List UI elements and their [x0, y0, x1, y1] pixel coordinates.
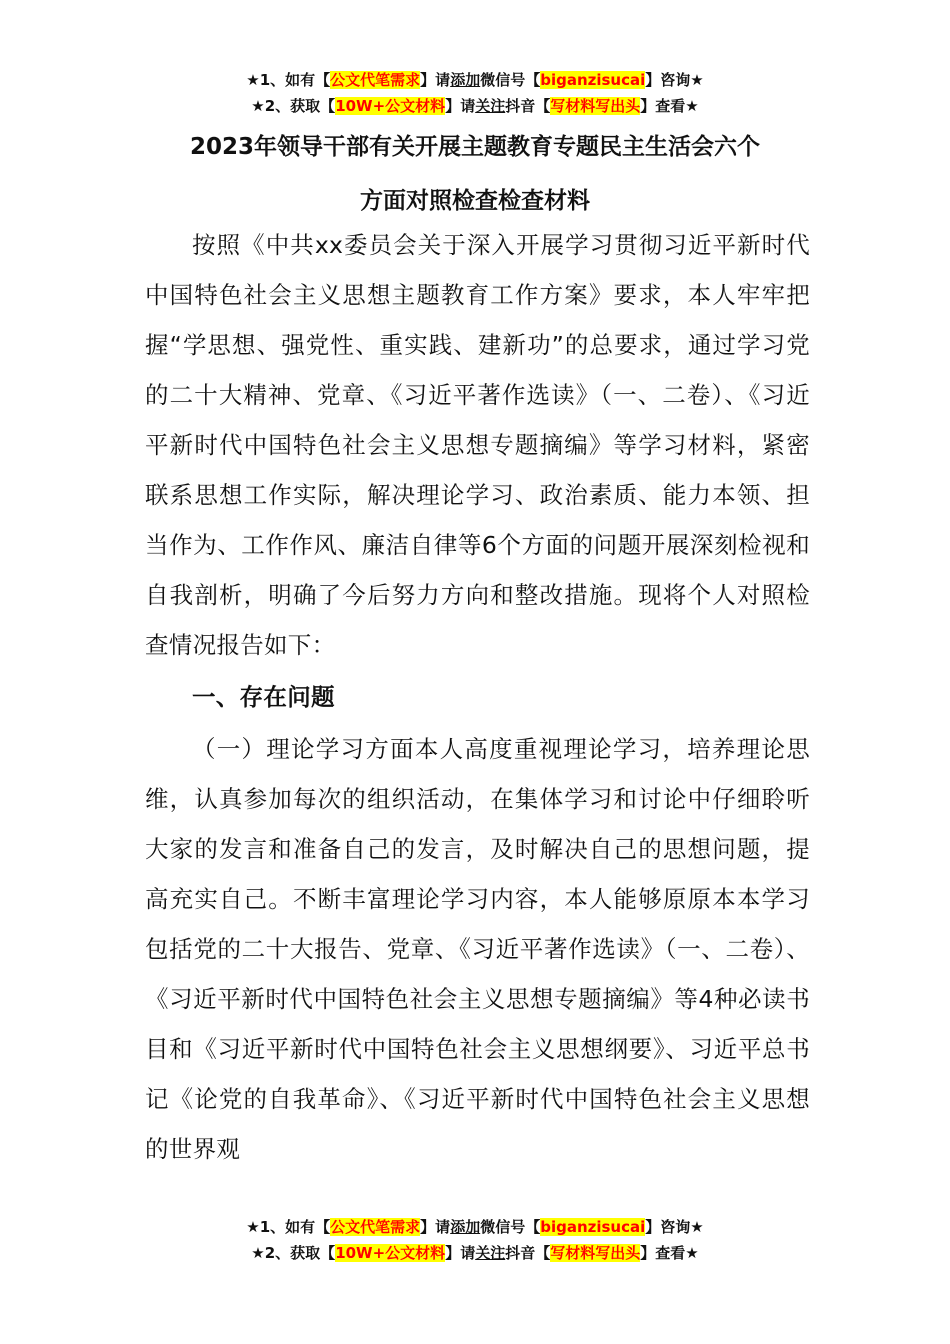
header-highlight-materials: 10W+公文材料 [335, 97, 446, 115]
footer-promo-line-2: ★2、获取【10W+公文材料】请关注抖音【写材料写出头】查看★ [251, 1244, 699, 1262]
header-promo [0, 67, 950, 119]
footer-highlight-materials: 10W+公文材料 [335, 1244, 446, 1262]
footer-highlight-writing-service: 公文代笔需求 [330, 1218, 421, 1236]
footer-highlight-douyin: 写材料写出头 [550, 1244, 641, 1262]
footer-highlight-wechat-id: biganzisucai [540, 1218, 646, 1236]
section-heading-problems: 一、存在问题 [192, 683, 335, 711]
document-title-line-1: 2023年领导干部有关开展主题教育专题民主生活会六个 [189, 134, 760, 160]
footer-promo [0, 1214, 950, 1266]
header-highlight-writing-service: 公文代笔需求 [330, 71, 421, 89]
header-highlight-douyin: 写材料写出头 [550, 97, 641, 115]
document-title-line-2: 方面对照检查检查材料 [360, 188, 590, 214]
intro-paragraph: 按照《中共xx委员会关于深入开展学习贯彻习近平新时代中国特色社会主义思想主题教育工作方案》要求，本人牢牢把握“学思想、强党性、重实践、建新功”的总要求，通过学习党的二十大精神、党章、《习近平著作选读》（一、二卷）、《习近平新时代中国特色社会主义思想专题摘编》等学习材料，紧密联系思想工作实际，解决理论学习、政治素质、能力本领、担当作为、工作作风、廉洁自律等6个方面的问题开展深刻检视和自我剖析，明确了今后努力方向和整改措施。现将个人对照检查情况报告如下： [145, 231, 810, 659]
theory-study-paragraph: （一）理论学习方面本人高度重视理论学习，培养理论思维，认真参加每次的组织活动，在集体学习和讨论中仔细聆听大家的发言和准备自己的发言，及时解决自己的思想问题，提高充实自己。不断丰富理论学习内容，本人能够原原本本学习包括党的二十大报告、党章、《习近平著作选读》（一、二卷）、《习近平新时代中国特色社会主义思想专题摘编》等4种必读书目和《习近平新时代中国特色社会主义思想纲要》、习近平总书记《论党的自我革命》、《习近平新时代中国特色社会主义思想的世界观 [145, 735, 810, 1163]
header-highlight-wechat-id: biganzisucai [540, 71, 646, 89]
document-title [0, 120, 950, 228]
document-body [145, 220, 810, 1174]
header-promo-line-1: ★1、如有【公文代笔需求】请添加微信号【biganzisucai】咨询★ [246, 71, 704, 89]
footer-promo-line-1: ★1、如有【公文代笔需求】请添加微信号【biganzisucai】咨询★ [246, 1218, 704, 1236]
header-promo-line-2: ★2、获取【10W+公文材料】请关注抖音【写材料写出头】查看★ [251, 97, 699, 115]
